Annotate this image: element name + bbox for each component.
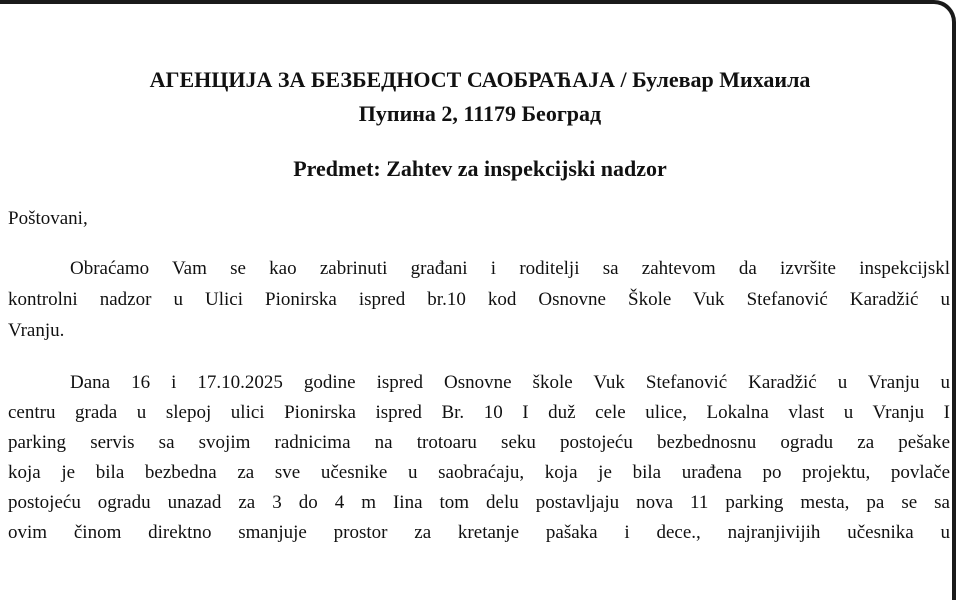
- paragraph-1-line: kontrolni nadzor u Ulici Pionirska ispred br.10 kod Osnovne Škole Vuk Stefanović Karadžić u: [8, 289, 950, 310]
- paragraph-2-line: ovim činom direktno smanjuje prostor za kretanje pašaka i dece., najranjivijih učesnika u: [8, 522, 950, 543]
- recipient-line-1: АГЕНЦИЈА ЗА БЕЗБЕДНОСТ САОБРАЋАЈА / Булевар Михаила: [149, 67, 811, 92]
- paragraph-2-line: koja je bila bezbedna za sve učesnike u saobraćaju, koja je bila urađena po projektu, povlače: [8, 462, 950, 483]
- paragraph-1-line: Obraćamo Vam se kao zabrinuti građani i roditelji sa zahtevom da izvršite inspekcijskl: [70, 258, 950, 279]
- salutation: Poštovani,: [8, 208, 88, 229]
- paragraph-2-line: parking servis sa svojim radnicima na trotoaru seku postojeću bezbednosnu ogradu za pešake: [8, 432, 950, 453]
- paragraph-1-line: Vranju.: [8, 320, 65, 341]
- recipient-line-2: Пупина 2, 11179 Београд: [358, 101, 602, 126]
- paragraph-2-line: Dana 16 i 17.10.2025 godine ispred Osnovne škole Vuk Stefanović Karadžić u Vranju u: [70, 372, 950, 393]
- paragraph-2-line: centru grada u slepoj ulici Pionirska ispred Br. 10 I duž cele ulice, Lokalna vlast u Vranju I: [8, 402, 950, 423]
- subject-heading: Predmet: Zahtev za inspekcijski nadzor: [293, 156, 667, 181]
- paragraph-2-line: postojeću ogradu unazad za 3 do 4 m Iina tom delu postavljaju nova 11 parking mesta, pa se sa: [8, 492, 950, 513]
